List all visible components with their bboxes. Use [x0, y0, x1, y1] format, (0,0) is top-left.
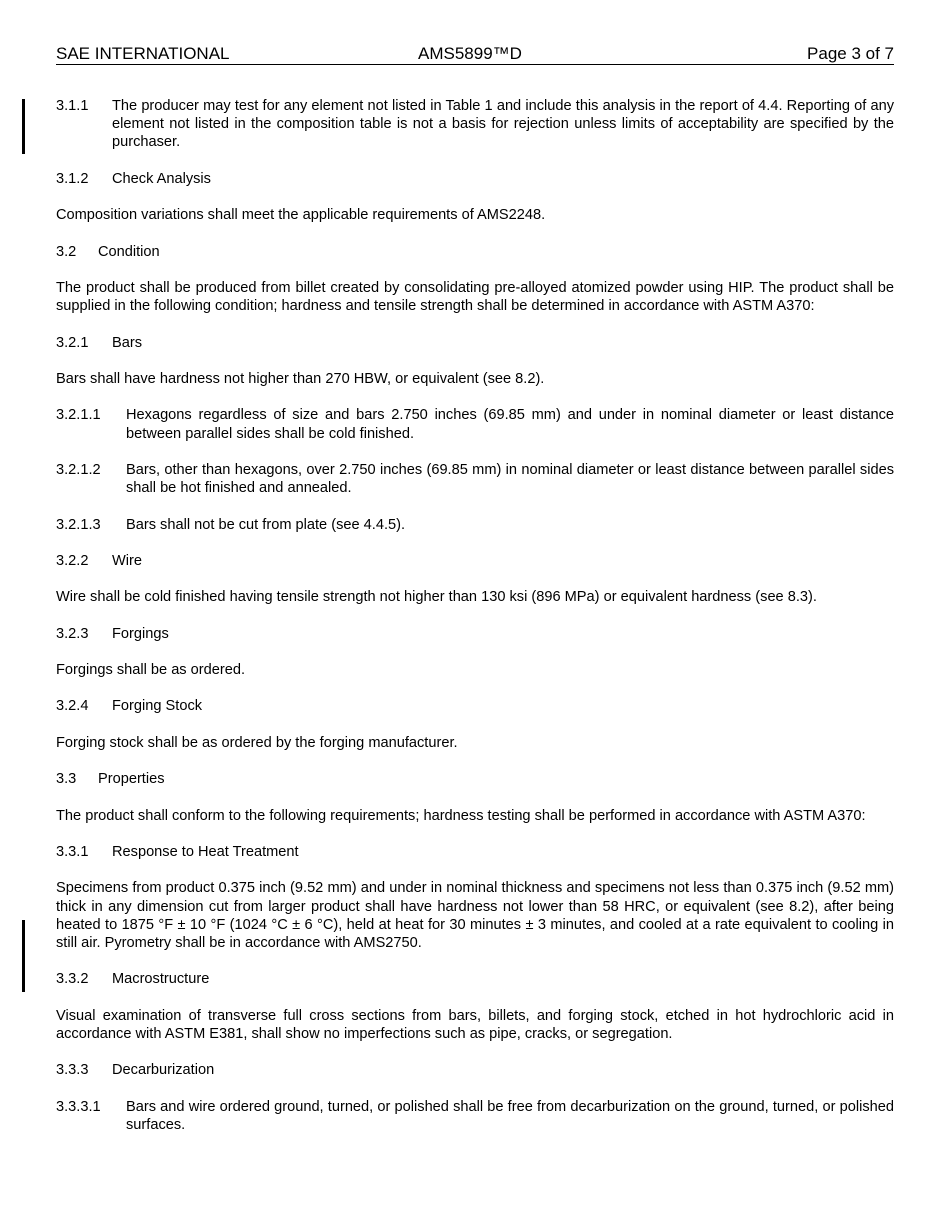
- paragraph-3-1-1: [56, 97, 894, 152]
- heading-3-3-2: [56, 970, 894, 988]
- paragraph-3-2-1-3: [56, 516, 894, 534]
- heading-3-1-2: [56, 170, 894, 188]
- heading-text: Wire: [112, 552, 142, 569]
- body-paragraph: The product shall be produced from billet created by consolidating pre-alloyed atomized powder using HIP. The product shall be supplied in the following condition; hardness and tensile strength shall be determined in accordance with ASTM A370:: [56, 279, 894, 315]
- body-paragraph: Forging stock shall be as ordered by the forging manufacturer.: [56, 734, 458, 751]
- page-header: [56, 44, 894, 65]
- section-number: 3.3.3: [56, 1062, 89, 1079]
- section-number: 3.2.4: [56, 698, 89, 715]
- change-bar: [22, 99, 25, 154]
- section-number: 3.2.2: [56, 552, 89, 569]
- paragraph-text: Bars, other than hexagons, over 2.750 inches (69.85 mm) in nominal diameter or least distance between parallel sides shall be hot finished and annealed.: [126, 461, 894, 497]
- paragraph-3-3-3-1: [56, 1098, 894, 1134]
- paragraph-3-2-1-2: [56, 461, 894, 497]
- body-paragraph: Visual examination of transverse full cross sections from bars, billets, and forging stock, etched in hot hydrochloric acid in accordance with ASTM E381, shall show no imperfections such as pipe, cracks, or segregation.: [56, 1007, 894, 1043]
- paragraph-text: The producer may test for any element not listed in Table 1 and include this analysis in the report of 4.4. Reporting of any element not listed in the composition table is not a basis for rejection unless limits of acceptability are specified by the purchaser.: [112, 98, 894, 151]
- heading-3-2-1: [56, 334, 894, 352]
- section-number: 3.2: [56, 243, 77, 260]
- heading-3-3-3: [56, 1061, 894, 1079]
- heading-text: Forgings: [112, 625, 169, 642]
- section-number: 3.2.3: [56, 625, 89, 642]
- section-number: 3.1.1: [56, 98, 89, 114]
- heading-3-2-2: [56, 552, 894, 570]
- heading-text: Forging Stock: [112, 698, 203, 715]
- heading-text: Bars: [112, 334, 143, 351]
- heading-3-2-3: [56, 625, 894, 643]
- section-number: 3.3.3.1: [56, 1098, 101, 1115]
- section-number: 3.2.1.2: [56, 461, 101, 478]
- heading-text: Response to Heat Treatment: [112, 844, 299, 861]
- paragraph-3-2-1-1: [56, 406, 894, 442]
- section-number: 3.2.1.1: [56, 407, 101, 424]
- body-paragraph: Specimens from product 0.375 inch (9.52 mm) and under in nominal thickness and specimens not less than 0.375 inch (9.52 mm) thick in any dimension cut from larger product shall have hardness not lower than 58 HRC, or equivalent (see 8.2), after being heated to 1875 °F ± 10 °F (1024 °C ± 6 °C), held at heat for 30 minutes ± 3 minutes, and cooled at a rate equivalent to cooling in still air. Pyrometry shall be in accordance with AMS2750.: [56, 880, 894, 952]
- body-paragraph: Wire shall be cold finished having tensile strength not higher than 130 ksi (896 MPa) or equivalent hardness (see 8.3).: [56, 589, 817, 606]
- heading-text: Check Analysis: [112, 170, 211, 187]
- header-publisher: SAE INTERNATIONAL: [56, 44, 230, 63]
- section-number: 3.1.2: [56, 170, 89, 187]
- section-number: 3.2.1: [56, 334, 89, 351]
- body-paragraph: Forgings shall be as ordered.: [56, 662, 246, 679]
- heading-text: Macrostructure: [112, 971, 210, 988]
- section-number: 3.3.2: [56, 971, 89, 988]
- section-number: 3.3.1: [56, 844, 89, 861]
- section-number: 3.2.1.3: [56, 516, 101, 533]
- header-document-number: AMS5899™D: [418, 44, 522, 63]
- paragraph-text: Bars and wire ordered ground, turned, or polished shall be free from decarburization on the ground, turned, or polished surfaces.: [126, 1098, 894, 1134]
- heading-text: Decarburization: [112, 1062, 215, 1079]
- body-paragraph: Bars shall have hardness not higher than 270 HBW, or equivalent (see 8.2).: [56, 370, 545, 387]
- change-bar: [22, 920, 25, 992]
- paragraph-text: Bars shall not be cut from plate (see 4.4.5).: [126, 516, 406, 533]
- section-number: 3.3: [56, 771, 77, 788]
- paragraph-text: Hexagons regardless of size and bars 2.750 inches (69.85 mm) and under in nominal diameter or least distance between parallel sides shall be cold finished.: [126, 407, 894, 442]
- heading-3-3-1: [56, 843, 894, 861]
- body-paragraph: The product shall conform to the following requirements; hardness testing shall be performed in accordance with ASTM A370:: [56, 807, 866, 824]
- heading-text: Properties: [98, 771, 165, 788]
- header-page-number: Page 3 of 7: [807, 44, 894, 63]
- heading-text: Condition: [98, 243, 160, 260]
- body-paragraph: Composition variations shall meet the applicable requirements of AMS2248.: [56, 207, 546, 224]
- document-body: [56, 97, 894, 1152]
- heading-3-2-4: [56, 697, 894, 715]
- heading-3-2: [56, 243, 894, 261]
- heading-3-3: [56, 770, 894, 788]
